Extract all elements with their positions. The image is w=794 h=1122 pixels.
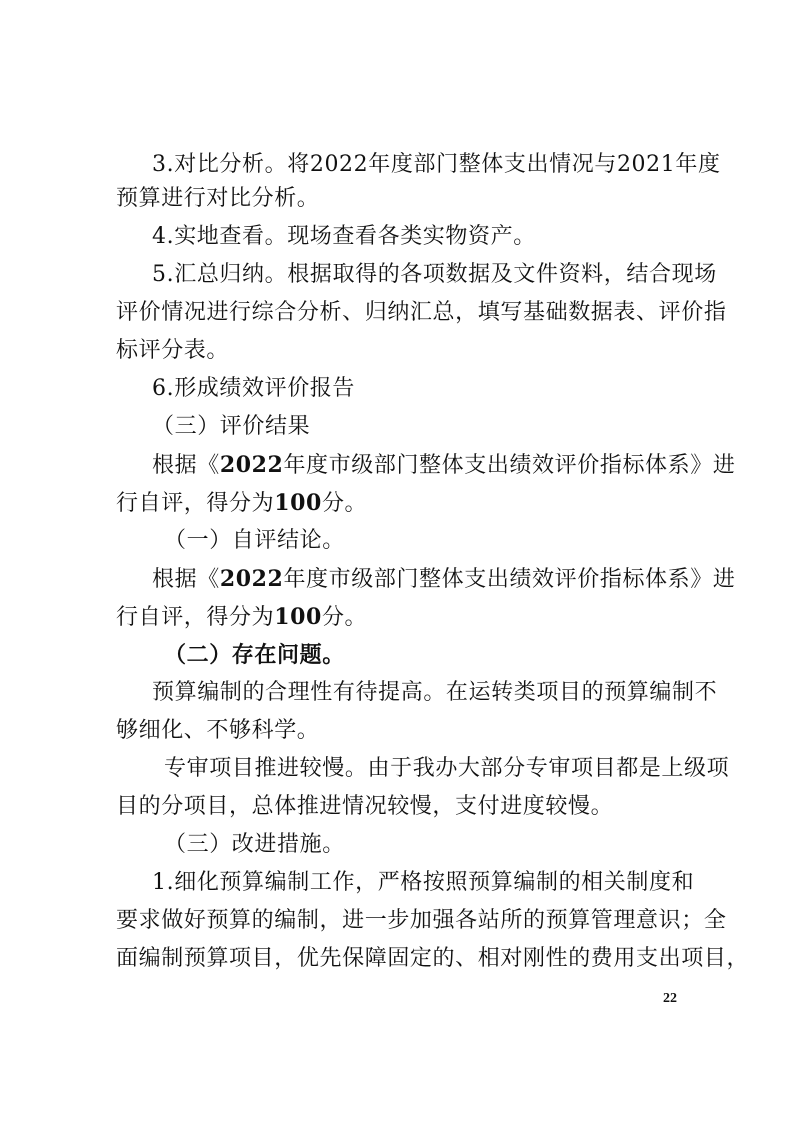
problem-1-line-2: 够细化、不够科学。 (116, 718, 320, 743)
page-number: 22 (663, 991, 677, 1006)
problem-2-line-2: 目的分项目，总体推进情况较慢，支付进度较慢。 (116, 794, 614, 819)
self-evaluation-score-suffix: 分。 (321, 605, 368, 630)
self-evaluation-text-prefix: 根据《 (152, 567, 220, 592)
improvement-1-line-3: 面 编 制 预 算 项 目 ， 优 先 保 障 固 定 的 、 相 对 刚 性 的 费 用 支 出 项 目 ， (116, 946, 750, 971)
section-heading-improvements: （三）改进措施。 (164, 832, 345, 857)
self-evaluation-line-1 (152, 564, 735, 595)
improvement-1-line-2: 要 求 做 好 预 算 的 编 制 ， 进 一 步 加 强 各 站 所 的 预 算 管 理 意 识 ； 全 (116, 908, 727, 933)
self-evaluation-text-suffix: 年度市级部门整体支出绩效评价指标体系》进 (283, 567, 736, 592)
results-text-prefix: 根据《 (152, 453, 220, 478)
results-paragraph-line-2 (116, 488, 367, 519)
section-heading-self-evaluation: （一）自评结论。 (164, 528, 345, 553)
section-heading-problems: （二）存在问题。 (164, 642, 345, 668)
results-score: 100 (274, 490, 322, 516)
paragraph-4: 4.实地查看。现场查看各类实物资产。 (152, 224, 536, 249)
self-evaluation-line-2 (116, 602, 367, 633)
section-heading-results: （三）评价结果 (152, 414, 311, 439)
paragraph-5-line-3: 标评分表。 (116, 338, 230, 363)
results-paragraph-line-1 (152, 450, 735, 481)
paragraph-3-line-1: 3 . 对 比 分 析 。 将 2022 年 度 部 门 整 体 支 出 情 况 与 2021 年 度 (152, 152, 721, 177)
paragraph-6: 6.形成绩效评价报告 (152, 376, 355, 401)
results-text-suffix: 年度市级部门整体支出绩效评价指标体系》进 (283, 453, 736, 478)
self-evaluation-score: 100 (274, 604, 322, 630)
self-evaluation-year: 2022 (219, 566, 284, 592)
paragraph-5-line-2: 评 价 情 况 进 行 综 合 分 析 、 归 纳 汇 总 ， 填 写 基 础 数 据 表 、 评 价 指 (116, 300, 727, 325)
paragraph-3-line-2: 预算进行对比分析。 (116, 186, 320, 211)
problem-1-line-1: 预 算 编 制 的 合 理 性 有 待 提 高 。 在 运 转 类 项 目 的 预 算 编 制 不 (152, 680, 718, 705)
self-evaluation-score-prefix: 行自评，得分为 (116, 605, 275, 630)
improvement-1-line-1: 1 . 细 化 预 算 编 制 工 作 ， 严 格 按 照 预 算 编 制 的 相 关 制 度 和 (152, 870, 695, 895)
paragraph-5-line-1: 5 . 汇 总 归 纳 。 根 据 取 得 的 各 项 数 据 及 文 件 资 料 ， 结 合 现 场 (152, 262, 717, 287)
results-score-prefix: 行自评，得分为 (116, 491, 275, 516)
results-year: 2022 (219, 452, 284, 478)
results-score-suffix: 分。 (321, 491, 368, 516)
problem-2-line-1: 专 审 项 目 推 进 较 慢 。 由 于 我 办 大 部 分 专 审 项 目 都 是 上 级 项 (164, 756, 730, 781)
